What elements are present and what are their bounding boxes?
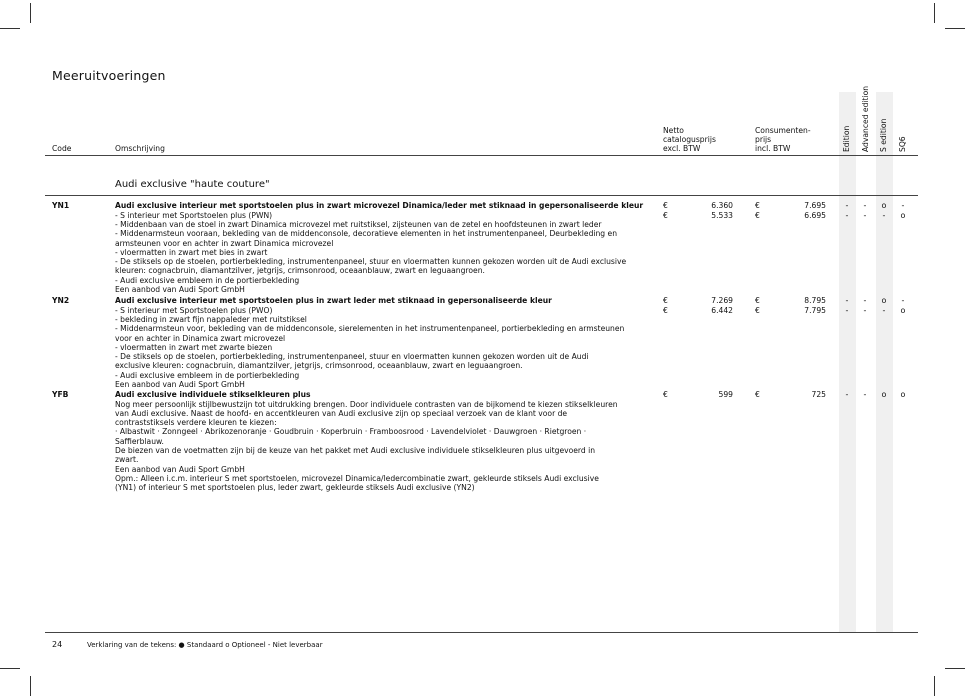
header-consumer-line: prijs — [755, 135, 772, 144]
header-advanced-edition: Advanced edition — [861, 85, 870, 152]
availability-mark: - — [863, 296, 867, 305]
description-line: Een aanbod van Audi Sport GmbH — [115, 464, 245, 474]
option-description — [115, 400, 620, 493]
section-divider — [45, 195, 918, 196]
s-edition-column-shade — [876, 92, 893, 632]
page-number: 24 — [52, 640, 63, 649]
header-consumer-line: incl. BTW — [755, 144, 791, 153]
availability-mark: o — [881, 390, 887, 399]
option-title — [115, 201, 675, 210]
consumer-price: 8.795 — [804, 296, 826, 305]
description-line: Een aanbod van Audi Sport GmbH — [115, 285, 245, 295]
description-line: Een aanbod van Audi Sport GmbH — [115, 380, 245, 390]
option-title — [115, 296, 675, 305]
option-title-text: Audi exclusive interieur met sportstoelen plus in zwart microvezel Dinamica/leder met stiknaad in gepersonaliseerde kleur — [115, 201, 644, 210]
currency-symbol: € — [663, 210, 668, 220]
consumer-price: 7.795 — [804, 305, 826, 315]
description-line: - Audi exclusive embleem in de portierbekleding — [115, 370, 300, 380]
option-code: YN1 — [52, 201, 70, 210]
header-s-edition: S edition — [879, 118, 888, 152]
availability-mark: o — [881, 201, 887, 210]
currency-symbol: € — [755, 305, 760, 315]
availability-mark: o — [900, 305, 906, 315]
availability-mark: - — [845, 210, 849, 220]
availability-mark: - — [845, 390, 849, 399]
availability-mark: - — [882, 305, 886, 315]
header-description: Omschrijving — [115, 144, 165, 153]
consumer-price: 725 — [811, 390, 826, 399]
description-line: Nog meer persoonlijk stijlbewustzijn tot uitdrukking brengen. Door individuele contrasten van de bijkomend te kiezen stikselkleuren van Audi exclusive. Naast de hoofd- en accentkleuren van Audi exclusive zijn op speciaal verzoek van de klant voor de contraststiksels verdere kleuren te kiezen: — [115, 399, 618, 428]
option-subtitle: - S interieur met Sportstoelen plus (PWO) — [115, 305, 273, 315]
net-price: 6.360 — [711, 201, 733, 210]
availability-mark: - — [882, 210, 886, 220]
availability-mark: - — [863, 210, 867, 220]
currency-symbol: € — [663, 305, 668, 315]
description-line: - vloermatten in zwart met bies in zwart — [115, 247, 268, 257]
description-line: - Middenarmsteun voor, bekleding van de middenconsole, sierelementen in het instrumentenpaneel, portierbekleding en armsteunen voor en achter in Dinamica zwart microvezel — [115, 324, 625, 343]
net-price: 6.442 — [711, 305, 733, 315]
description-line: - De stiksels op de stoelen, portierbekleding, instrumentenpaneel, stuur en vloermatten kunnen gekozen worden uit de Audi exclusive kleuren: cognacbruin, diamantzilver, jetgrijs, crimsonrood, oceaanblauw, zwart en leguaangroen. — [115, 352, 589, 371]
description-line: - De stiksels op de stoelen, portierbekleding, instrumentenpaneel, stuur en vloermatten kunnen gekozen worden uit de Audi exclusive kleuren: cognacbruin, diamantzilver, jetgrijs, crimsonrood, oceaanblauw, zwart en leguaangroen. — [115, 257, 627, 276]
crop-mark — [0, 668, 20, 669]
option-code: YFB — [52, 390, 69, 399]
consumer-price: 7.695 — [804, 201, 826, 210]
description-line: De biezen van de voetmatten zijn bij de keuze van het pakket met Audi exclusive individuele stikselkleuren plus uitgevoerd in zwart. — [115, 445, 596, 465]
availability-mark: - — [845, 305, 849, 315]
description-line: - Middenbaan van de stoel in zwart Dinamica microvezel met ruitstiksel, zijsteunen van de zetel en hoofdsteunen in zwart leder — [115, 220, 602, 229]
currency-symbol: € — [663, 296, 668, 305]
crop-mark — [934, 3, 935, 23]
availability-mark: - — [863, 201, 867, 210]
option-title-text: Audi exclusive individuele stikselkleuren plus — [115, 390, 311, 399]
net-price: 5.533 — [711, 210, 733, 220]
description-line: - vloermatten in zwart met zwarte biezen — [115, 342, 273, 352]
header-net-line: Netto — [663, 126, 684, 135]
consumer-price: 6.695 — [804, 210, 826, 220]
crop-mark — [945, 668, 965, 669]
option-subtitle: - S interieur met Sportstoelen plus (PWN) — [115, 210, 273, 220]
availability-mark: - — [901, 201, 905, 210]
header-divider — [45, 155, 918, 156]
net-price: 599 — [718, 390, 733, 399]
description-line: - bekleding in zwart fijn nappaleder met ruitstiksel — [115, 315, 307, 324]
option-description — [115, 315, 625, 389]
edition-column-shade — [839, 92, 856, 632]
header-consumer-price — [755, 126, 811, 153]
currency-symbol: € — [755, 201, 760, 210]
header-consumer-line: Consumenten- — [755, 126, 811, 135]
description-line: - Middenarmsteun vooraan, bekleding van de middenconsole, decoratieve elementen in het instrumentenpaneel, Deurbekleding en armsteunen voor en achter in zwart Dinamica microvezel — [115, 229, 618, 248]
crop-mark — [945, 28, 965, 29]
crop-mark — [30, 676, 31, 696]
header-sq6: SQ6 — [898, 136, 907, 152]
currency-symbol: € — [663, 201, 668, 210]
currency-symbol: € — [755, 390, 760, 399]
page-title: Meeruitvoeringen — [52, 68, 166, 83]
availability-mark: - — [845, 296, 849, 305]
crop-mark — [0, 28, 20, 29]
option-title — [115, 390, 635, 399]
crop-mark — [30, 3, 31, 23]
header-net-price — [663, 126, 716, 153]
net-price: 7.269 — [711, 296, 733, 305]
availability-mark: o — [881, 296, 887, 305]
availability-mark: o — [900, 390, 906, 399]
header-net-line: excl. BTW — [663, 144, 701, 153]
header-edition: Edition — [842, 125, 851, 152]
header-net-line: catalogusprijs — [663, 135, 716, 144]
option-code: YN2 — [52, 296, 70, 305]
header-code: Code — [52, 144, 72, 153]
currency-symbol: € — [755, 296, 760, 305]
availability-mark: - — [863, 305, 867, 315]
currency-symbol: € — [663, 390, 668, 399]
availability-mark: - — [901, 296, 905, 305]
availability-mark: - — [845, 201, 849, 210]
description-line: Opm.: Alleen i.c.m. interieur S met sportstoelen, microvezel Dinamica/ledercombinatie zwart, gekleurde stiksels Audi exclusive (YN1) of interieur S met sportstoelen plus, leder zwart, gekleurde stiksels Audi exclusive (YN2) — [115, 473, 599, 493]
crop-mark — [934, 676, 935, 696]
description-line: · Albastwit · Zonngeel · Abrikozenoranje · Goudbruin · Koperbruin · Framboosrood · Lavendelviolet · Dauwgroen · Rietgroen · Saffierblauw. — [115, 427, 587, 446]
availability-mark: o — [900, 210, 906, 220]
availability-mark: - — [863, 390, 867, 399]
option-description — [115, 220, 635, 294]
description-line: - Audi exclusive embleem in de portierbekleding — [115, 275, 300, 285]
currency-symbol: € — [755, 210, 760, 220]
footer-divider — [45, 632, 918, 633]
section-title: Audi exclusive "haute couture" — [115, 179, 270, 190]
option-title-text: Audi exclusive interieur met sportstoelen plus in zwart leder met stiknaad in gepersonaliseerde kleur — [115, 296, 552, 305]
legend: Verklaring van de tekens: ● Standaard o Optioneel - Niet leverbaar — [87, 641, 323, 649]
